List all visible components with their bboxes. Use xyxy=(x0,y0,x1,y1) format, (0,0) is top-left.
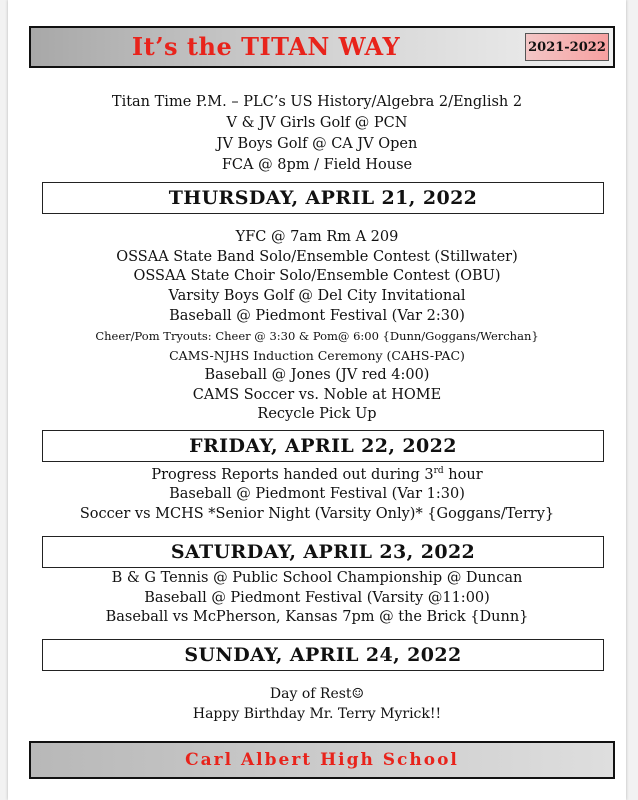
event-line xyxy=(18,462,616,485)
event-line: FCA @ 8pm / Field House xyxy=(221,157,413,173)
event-line: Titan Time P.M. – PLC’s US History/Algebra 2/English 2 xyxy=(111,94,523,110)
event-line: CAMS-NJHS Induction Ceremony (CAHS-PAC) xyxy=(169,348,465,364)
progress-text: Progress Reports handed out during 3 xyxy=(151,466,434,483)
intro-events xyxy=(18,92,616,176)
event-line: YFC @ 7am Rm A 209 xyxy=(235,229,399,245)
event-line: Soccer vs MCHS *Senior Night (Varsity Only)* {Goggans/Terry} xyxy=(79,505,555,522)
friday-events xyxy=(18,462,616,524)
progress-text-end: hour xyxy=(443,466,483,483)
saturday-header: SATURDAY, APRIL 23, 2022 xyxy=(42,536,604,568)
event-line: Cheer/Pom Tryouts: Cheer @ 3:30 & Pom@ 6:00 {Dunn/Goggans/Werchan} xyxy=(95,328,539,343)
event-line: B & G Tennis @ Public School Championship @ Duncan xyxy=(111,570,523,586)
event-line: CAMS Soccer vs. Noble at HOME xyxy=(192,386,442,403)
event-line: OSSAA State Band Solo/Ensemble Contest (Stillwater) xyxy=(116,248,518,265)
event-line: JV Boys Golf @ CA JV Open xyxy=(216,136,418,152)
ordinal-suffix: rd xyxy=(433,466,444,476)
event-line: Varsity Boys Golf @ Del City Invitational xyxy=(168,288,466,305)
saturday-events xyxy=(18,569,616,628)
event-line: Baseball @ Jones (JV red 4:00) xyxy=(204,366,430,383)
thursday-header: THURSDAY, APRIL 21, 2022 xyxy=(42,182,604,214)
flyer-page xyxy=(8,0,626,800)
event-line: Day of Rest☺ xyxy=(269,686,365,702)
event-line: Baseball vs McPherson, Kansas 7pm @ the Brick {Dunn} xyxy=(105,609,529,625)
sunday-events xyxy=(18,684,616,724)
event-line: Baseball @ Piedmont Festival (Var 1:30) xyxy=(169,486,465,503)
event-line: Baseball @ Piedmont Festival (Var 2:30) xyxy=(169,307,465,324)
school-footer: Carl Albert High School xyxy=(29,741,615,779)
thursday-events xyxy=(18,228,616,425)
event-line: OSSAA State Choir Solo/Ensemble Contest (OBU) xyxy=(133,268,501,285)
banner-title: It’s the TITAN WAY xyxy=(131,32,401,61)
event-line: Recycle Pick Up xyxy=(257,406,377,423)
title-banner xyxy=(29,26,615,68)
sunday-header: SUNDAY, APRIL 24, 2022 xyxy=(42,639,604,671)
school-year-badge: 2021-2022 xyxy=(525,33,609,61)
friday-header: FRIDAY, APRIL 22, 2022 xyxy=(42,430,604,462)
event-line: Happy Birthday Mr. Terry Myrick!! xyxy=(192,706,442,722)
event-line: Baseball @ Piedmont Festival (Varsity @11:00) xyxy=(144,589,490,606)
event-line: V & JV Girls Golf @ PCN xyxy=(226,115,408,131)
